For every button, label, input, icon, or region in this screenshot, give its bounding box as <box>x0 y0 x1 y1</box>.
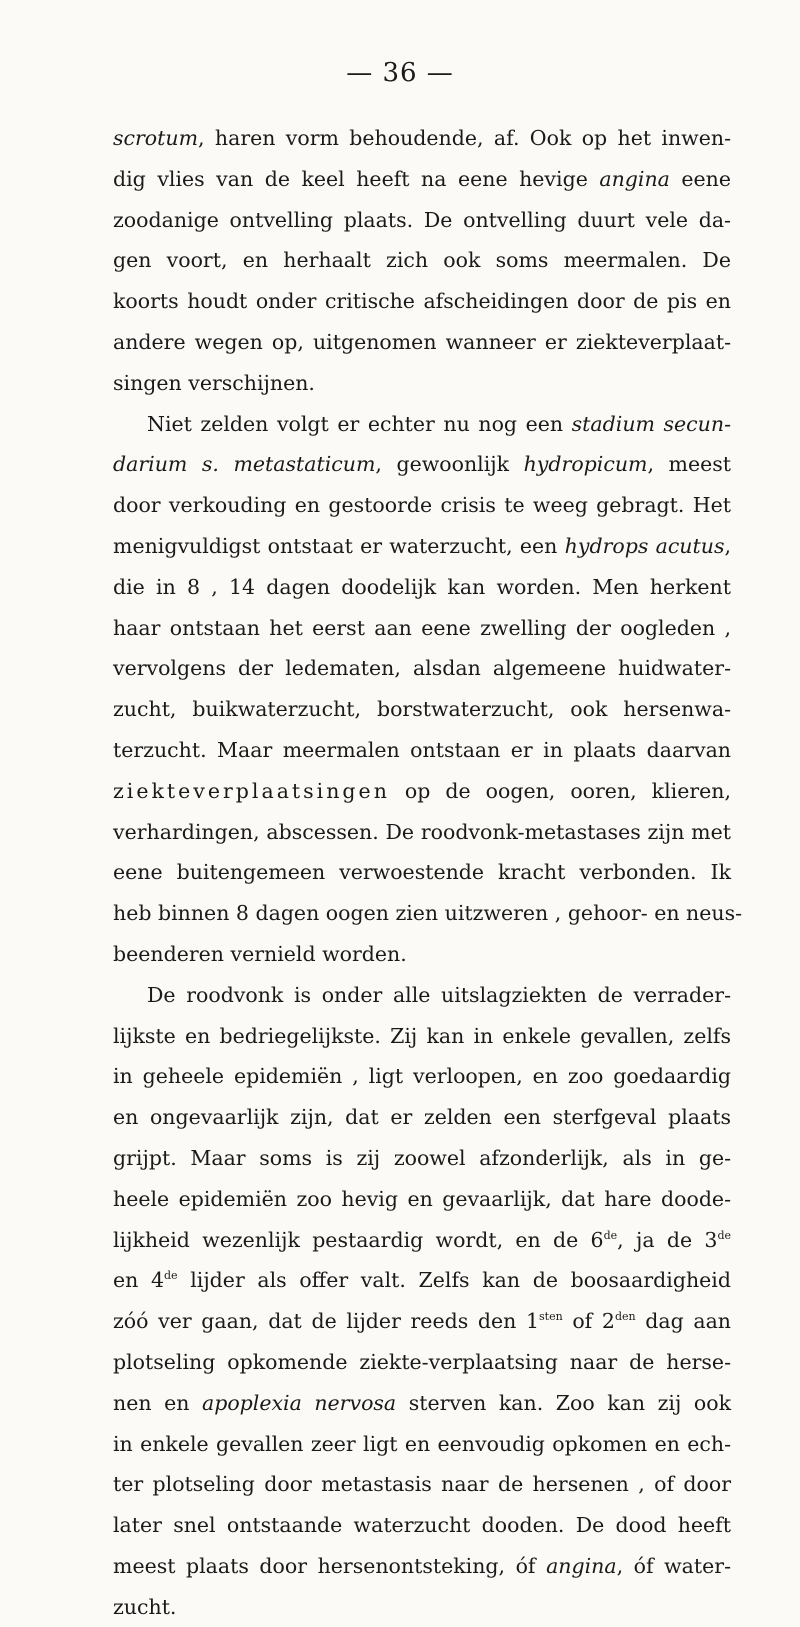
ordinal-suffix: sten <box>539 1310 563 1324</box>
text-line <box>113 975 731 1016</box>
text-line <box>113 485 731 526</box>
italic-term: apoplexia nervosa <box>201 1390 397 1415</box>
text-run: dag aan <box>635 1309 731 1334</box>
italic-term: hydrops acutus <box>564 533 725 558</box>
text-line <box>113 159 731 200</box>
text-line <box>113 200 731 241</box>
page-number: — 36 — <box>346 58 454 88</box>
ordinal-suffix: de <box>603 1228 618 1242</box>
text-run: , gewoonlijk <box>375 452 524 477</box>
text-run: nen en <box>113 1390 202 1415</box>
text-run: beenderen vernield worden. <box>113 941 407 966</box>
text-run: menigvuldigst ontstaat er waterzucht, een <box>113 533 565 558</box>
italic-term: stadium secun- <box>571 411 731 436</box>
text-line <box>113 1546 731 1587</box>
text-run: in enkele gevallen zeer ligt en eenvoudig opkomen en ech- <box>113 1431 731 1456</box>
text-line <box>113 1342 731 1383</box>
text-line <box>113 1383 731 1424</box>
text-line <box>113 730 731 771</box>
text-line <box>113 526 731 567</box>
italic-term: angina <box>546 1553 617 1578</box>
text-run: dig vlies van de keel heeft na eene hevige <box>113 166 600 191</box>
text-run: singen verschijnen. <box>113 370 315 395</box>
text-run: ter plotseling door metastasis naar de hersenen , of door <box>113 1472 731 1497</box>
text-line <box>113 1138 731 1179</box>
text-run: en 4 <box>113 1268 165 1293</box>
text-line <box>113 934 731 975</box>
italic-term: scrotum <box>113 126 199 150</box>
text-run: heele epidemiën zoo hevig en gevaarlijk, dat hare doode- <box>113 1186 731 1211</box>
text-run: meest plaats door hersenontsteking, óf <box>113 1553 547 1578</box>
text-line <box>113 1260 731 1301</box>
text-run: andere wegen op, uitgenomen wanneer er ziekteverplaat- <box>113 329 731 354</box>
text-run: en ongevaarlijk zijn, dat er zelden een sterfgeval plaats <box>113 1105 731 1130</box>
italic-term: angina <box>599 166 670 191</box>
text-run: , ja de 3 <box>617 1227 718 1252</box>
text-run: zucht. <box>113 1594 177 1619</box>
text-run: haar ontstaan het eerst aan eene zwelling der oogleden , <box>113 615 731 640</box>
text-run: heb binnen 8 dagen oogen zien uitzweren , gehoor- en neus- <box>113 901 743 926</box>
text-run: op de oogen, ooren, klieren, <box>389 778 731 803</box>
text-run: zucht, buikwaterzucht, borstwaterzucht, ook hersenwa- <box>113 697 731 722</box>
italic-term: hydropicum <box>523 452 648 477</box>
text-run: plotseling opkomende ziekte-verplaatsing naar de herse- <box>113 1349 731 1374</box>
text-run: zóó ver gaan, dat de lijder reeds den 1 <box>113 1309 540 1334</box>
text-run: die in 8 , 14 dagen doodelijk kan worden. Men herkent <box>113 574 731 599</box>
ordinal-suffix: den <box>614 1310 636 1324</box>
italic-term: darium s. metastaticum <box>113 452 376 477</box>
text-line <box>113 1056 731 1097</box>
text-run: eene buitengemeen verwoestende kracht verbonden. Ik <box>113 860 731 885</box>
text-line <box>113 1505 731 1546</box>
text-line <box>113 1097 731 1138</box>
text-line <box>113 1016 731 1057</box>
text-line <box>113 363 731 404</box>
text-run: verhardingen, abscessen. De roodvonk-metastases zijn met <box>113 819 731 844</box>
emphasized-word: ziekteverplaatsingen <box>113 778 390 803</box>
ordinal-suffix: de <box>164 1269 178 1283</box>
text-line <box>113 240 731 281</box>
text-run: Niet zelden volgt er echter nu nog een <box>147 411 572 436</box>
text-line <box>113 852 731 893</box>
text-run: De roodvonk is onder alle uitslagziekten de verrader- <box>147 982 731 1007</box>
text-line <box>113 771 731 812</box>
text-run: , meest <box>647 452 731 477</box>
text-line <box>113 404 731 445</box>
text-line <box>113 1179 731 1220</box>
text-line <box>113 1424 731 1465</box>
text-run: later snel ontstaande waterzucht dooden. De dood heeft <box>113 1513 731 1538</box>
text-run: , haren vorm behoudende, af. Ook op het inwen- <box>198 126 731 150</box>
text-line <box>113 1220 731 1261</box>
text-line <box>113 608 731 649</box>
text-run: gen voort, en herhaalt zich ook soms meermalen. De <box>113 248 731 273</box>
text-line <box>113 893 743 934</box>
text-line <box>113 1587 731 1627</box>
text-run: lijkheid wezenlijk pestaardig wordt, en de 6 <box>113 1227 604 1252</box>
text-line <box>113 444 731 485</box>
text-line <box>113 1464 731 1505</box>
text-run: door verkouding en gestoorde crisis te weeg gebragt. Het <box>113 493 731 518</box>
text-run: zoodanige ontvelling plaats. De ontvelling duurt vele da- <box>113 207 731 232</box>
text-run: koorts houdt onder critische afscheidingen door de pis en <box>113 289 731 314</box>
body-text <box>113 118 743 1627</box>
text-run: , óf water- <box>616 1553 732 1578</box>
text-line <box>113 689 731 730</box>
ordinal-suffix: de <box>717 1228 731 1242</box>
text-run: lijder als offer valt. Zelfs kan de boosaardigheid <box>177 1268 731 1293</box>
text-line <box>113 567 731 608</box>
text-line <box>113 812 731 853</box>
text-run: sterven kan. Zoo kan zij ook <box>396 1390 731 1415</box>
text-line <box>113 118 731 159</box>
text-line <box>113 1301 731 1342</box>
text-line <box>113 281 731 322</box>
text-run: vervolgens der ledematen, alsdan algemeene huidwater- <box>113 656 731 681</box>
text-line <box>113 648 731 689</box>
text-run: terzucht. Maar meermalen ontstaan er in plaats daarvan <box>113 737 731 762</box>
text-run: in geheele epidemiën , ligt verloopen, en zoo goedaardig <box>113 1064 731 1089</box>
text-run: of 2 <box>562 1309 615 1334</box>
text-line <box>113 322 731 363</box>
text-run: grijpt. Maar soms is zij zoowel afzonderlijk, als in ge- <box>113 1145 731 1170</box>
text-run: eene <box>669 166 731 191</box>
text-run: , <box>724 533 732 558</box>
text-run: lijkste en bedriegelijkste. Zij kan in enkele gevallen, zelfs <box>113 1023 731 1048</box>
